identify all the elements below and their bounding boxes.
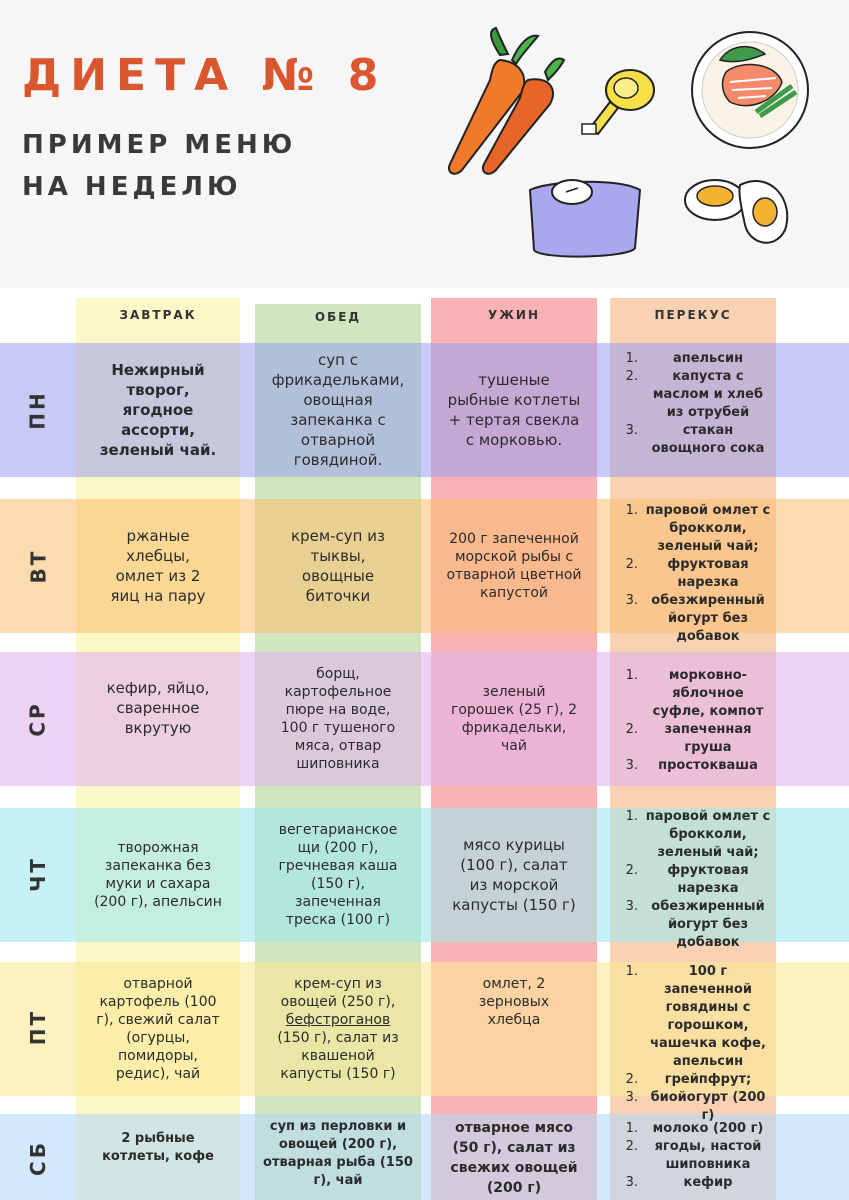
- day-label-mon: ПН: [25, 390, 50, 430]
- measuring-tape-icon: [582, 70, 654, 134]
- page-title: ДИЕТА № 8: [22, 50, 388, 101]
- food-illustration: [430, 20, 849, 280]
- list-item: 2. ягоды, настой шиповника: [625, 1139, 762, 1172]
- carrot-icon: [449, 28, 564, 174]
- day-label-fri: ПТ: [25, 1008, 50, 1046]
- cell-tue-lunch: крем-суп из тыквы, овощные биточки: [291, 527, 385, 605]
- list-item: 3. обезжиренный йогурт без добавок: [625, 593, 765, 644]
- list-item: 1. 100 г запеченной говядины с горошком, чашечка кофе, апельсин: [625, 964, 766, 1069]
- list-thu-snack: [614, 808, 772, 952]
- list-item: 2. фруктовая нарезка: [625, 863, 749, 896]
- list-item: 3. кефир: [625, 1175, 733, 1190]
- column-header-snack: ПЕРЕКУС: [654, 308, 732, 322]
- list-item: 2. грейпфрут;: [625, 1072, 752, 1087]
- cell-sat-dinner: отварное мясо (50 г), салат из свежих овощей (200 г): [450, 1120, 578, 1196]
- day-label-thu: ЧТ: [26, 856, 50, 892]
- list-mon-snack: [614, 350, 772, 458]
- beef-stroganoff-link[interactable]: бефстроганов: [285, 1012, 391, 1028]
- list-item: 3. обезжиренный йогурт без добавок: [625, 899, 765, 950]
- list-item: 3. стакан овощного сока: [625, 423, 765, 456]
- column-header-dinner: УЖИН: [487, 308, 541, 322]
- list-wed-snack: [614, 667, 772, 775]
- cell-thu-lunch: вегетарианское щи (200 г), гречневая каша (150 г), запеченная треска (100 г): [278, 822, 398, 928]
- column-header-lunch: ОБЕД: [314, 310, 362, 324]
- cell-wed-breakfast: кефир, яйцо, сваренное вкрутую: [106, 679, 210, 737]
- cell-fri-dinner: омлет, 2 зерновых хлебца: [478, 976, 550, 1028]
- day-label-tue: ВТ: [25, 548, 50, 584]
- day-label-sat: СБ: [25, 1140, 50, 1176]
- cell-fri-breakfast: отварной картофель (100 г), свежий салат (огурцы, помидоры, редис), чай: [96, 976, 220, 1082]
- subtitle-line-1: ПРИМЕР МЕНЮ: [22, 130, 297, 160]
- cell-thu-dinner: мясо курицы (100 г), салат из морской капусты (150 г): [452, 836, 576, 914]
- list-item: 2. запеченная груша: [625, 722, 752, 755]
- cell-sat-breakfast: 2 рыбные котлеты, кофе: [102, 1131, 214, 1164]
- cell-wed-lunch: борщ, картофельное пюре на воде, 100 г тушеного мяса, отвар шиповника: [280, 666, 396, 772]
- list-item: 1. паровой омлет с брокколи, зеленый чай;: [625, 809, 771, 860]
- list-tue-snack: [614, 502, 772, 646]
- column-header-breakfast: ЗАВТРАК: [119, 308, 197, 322]
- cell-sat-lunch: суп из перловки и овощей (200 г), отварная рыба (150 г), чай: [263, 1119, 413, 1188]
- list-sat-snack: [614, 1120, 772, 1192]
- cell-mon-breakfast: Нежирный творог, ягодное ассорти, зеленый чай.: [99, 361, 217, 459]
- cell-tue-breakfast: ржаные хлебцы, омлет из 2 яиц на пару: [110, 527, 206, 605]
- subtitle-line-2: НА НЕДЕЛЮ: [22, 172, 242, 202]
- cell-mon-dinner: тушеные рыбные котлеты + тертая свекла с морковью.: [447, 371, 581, 449]
- cell-thu-breakfast: творожная запеканка без муки и сахара (200 г), апельсин: [94, 840, 222, 910]
- plate-icon: [692, 32, 808, 148]
- list-item: 1. апельсин: [625, 351, 744, 366]
- scale-icon: [530, 180, 640, 257]
- list-item: 2. фруктовая нарезка: [625, 557, 749, 590]
- cell-mon-lunch: суп с фрикадельками, овощная запеканка с отварной говядиной.: [271, 351, 405, 469]
- cell-wed-dinner: зеленый горошек (25 г), 2 фрикадельки, чай: [450, 684, 578, 754]
- list-item: 2. капуста с маслом и хлеб из отрубей: [625, 369, 764, 420]
- cell-tue-dinner: 200 г запеченной морской рыбы с отварной цветной капустой: [446, 531, 582, 601]
- list-fri-snack: [614, 963, 772, 1125]
- day-label-wed: СР: [26, 701, 50, 737]
- cell-fri-lunch: крем-суп из овощей (250 г), бефстроганов (150 г), салат из квашеной капусты (150 г): [277, 976, 399, 1082]
- egg-icon: [685, 180, 787, 243]
- list-item: 1. паровой омлет с брокколи, зеленый чай;: [625, 503, 771, 554]
- list-item: 1. молоко (200 г): [625, 1121, 764, 1136]
- list-item: 3. биойогурт (200 г): [625, 1090, 766, 1123]
- list-item: 3. простокваша: [625, 758, 758, 773]
- list-item: 1. морковно-яблочное суфле, компот: [625, 668, 764, 719]
